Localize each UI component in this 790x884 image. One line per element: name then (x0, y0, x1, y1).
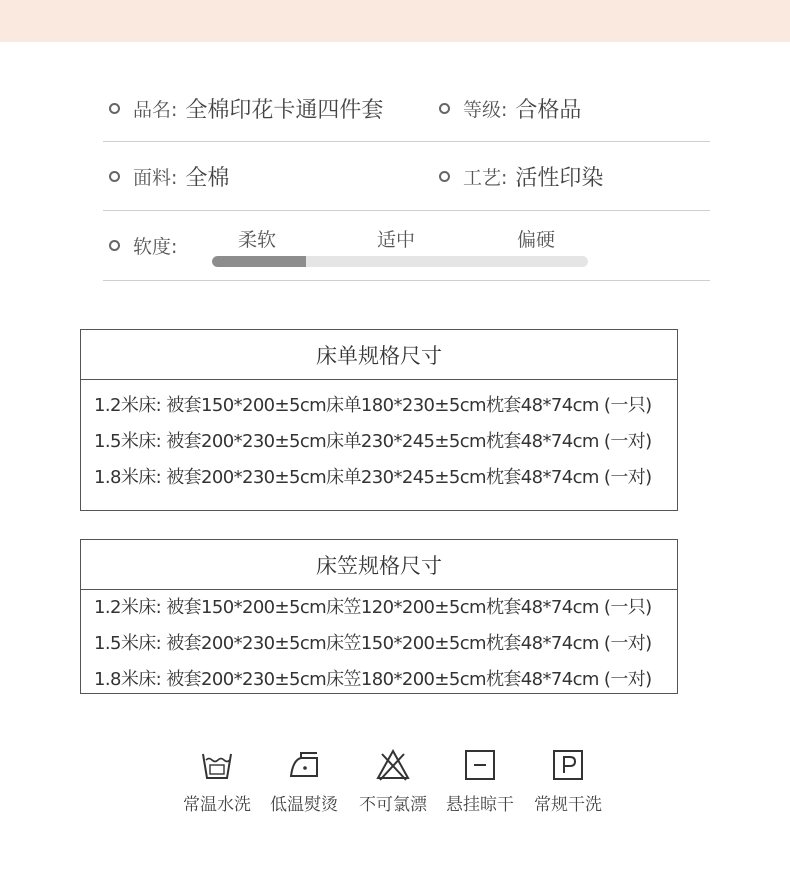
softness-bar (212, 256, 588, 267)
no-bleach-icon (376, 748, 410, 782)
attr-key: 等级: (463, 99, 508, 121)
spec-lines (81, 380, 677, 496)
fitted-sheet-spec-table (80, 539, 678, 694)
attr-grade (439, 76, 581, 141)
care-item-no-bleach (353, 748, 433, 815)
attr-value: 合格品 (515, 98, 582, 123)
iron-icon (287, 748, 321, 782)
spec-line: 1.8米床: 被套200*230±5cm床笠180*200±5cm枕套48*74cm (一对) (94, 669, 652, 690)
info-row-2 (103, 142, 710, 211)
hang-dry-icon (463, 748, 497, 782)
attr-softness (109, 211, 177, 280)
info-row-1 (103, 76, 710, 142)
attr-material (109, 142, 229, 210)
attr-product-name (109, 76, 383, 141)
softness-label-hard: 偏硬 (517, 229, 556, 251)
spec-line: 1.5米床: 被套200*230±5cm床单230*245±5cm枕套48*74cm (一对) (94, 431, 652, 452)
bullet-icon (109, 240, 120, 251)
attr-key: 软度: (133, 236, 178, 258)
care-label: 不可氯漂 (359, 795, 427, 815)
care-item-wash (177, 748, 257, 815)
attr-key: 面料: (133, 166, 178, 189)
bullet-icon (109, 171, 120, 182)
spec-lines (81, 590, 677, 698)
softness-label-soft: 柔软 (238, 229, 277, 251)
softness-bar-fill (212, 256, 306, 267)
care-label: 常温水洗 (183, 795, 251, 815)
bullet-icon (439, 103, 450, 114)
spec-title: 床笠规格尺寸 (81, 540, 677, 590)
care-item-hang-dry (440, 748, 520, 815)
care-item-iron (264, 748, 344, 815)
attr-value: 活性印染 (515, 165, 604, 191)
care-item-dry-clean (528, 748, 608, 815)
attr-value: 全棉印花卡通四件套 (185, 98, 384, 123)
spec-title: 床单规格尺寸 (81, 330, 677, 380)
care-label: 悬挂晾干 (446, 795, 514, 815)
attr-key: 工艺: (463, 166, 508, 189)
bed-sheet-spec-table (80, 329, 678, 511)
dry-clean-icon (551, 748, 585, 782)
wash-tub-icon (200, 748, 234, 782)
spec-line: 1.5米床: 被套200*230±5cm床笠150*200±5cm枕套48*74cm (一对) (94, 633, 652, 654)
care-label: 常规干洗 (534, 795, 602, 815)
spec-line: 1.8米床: 被套200*230±5cm床单230*245±5cm枕套48*74cm (一对) (94, 467, 652, 488)
bullet-icon (439, 171, 450, 182)
softness-scale-labels (212, 225, 588, 251)
spec-line: 1.2米床: 被套150*200±5cm床笠120*200±5cm枕套48*74cm (一只) (94, 597, 652, 618)
header-band (0, 0, 790, 42)
attr-craft (439, 142, 603, 210)
softness-label-medium: 适中 (377, 229, 416, 251)
care-label: 低温熨烫 (270, 795, 338, 815)
spec-line: 1.2米床: 被套150*200±5cm床单180*230±5cm枕套48*74cm (一只) (94, 395, 652, 416)
attr-key: 品名: (133, 99, 178, 121)
bullet-icon (109, 103, 120, 114)
attr-value: 全棉 (185, 165, 230, 191)
